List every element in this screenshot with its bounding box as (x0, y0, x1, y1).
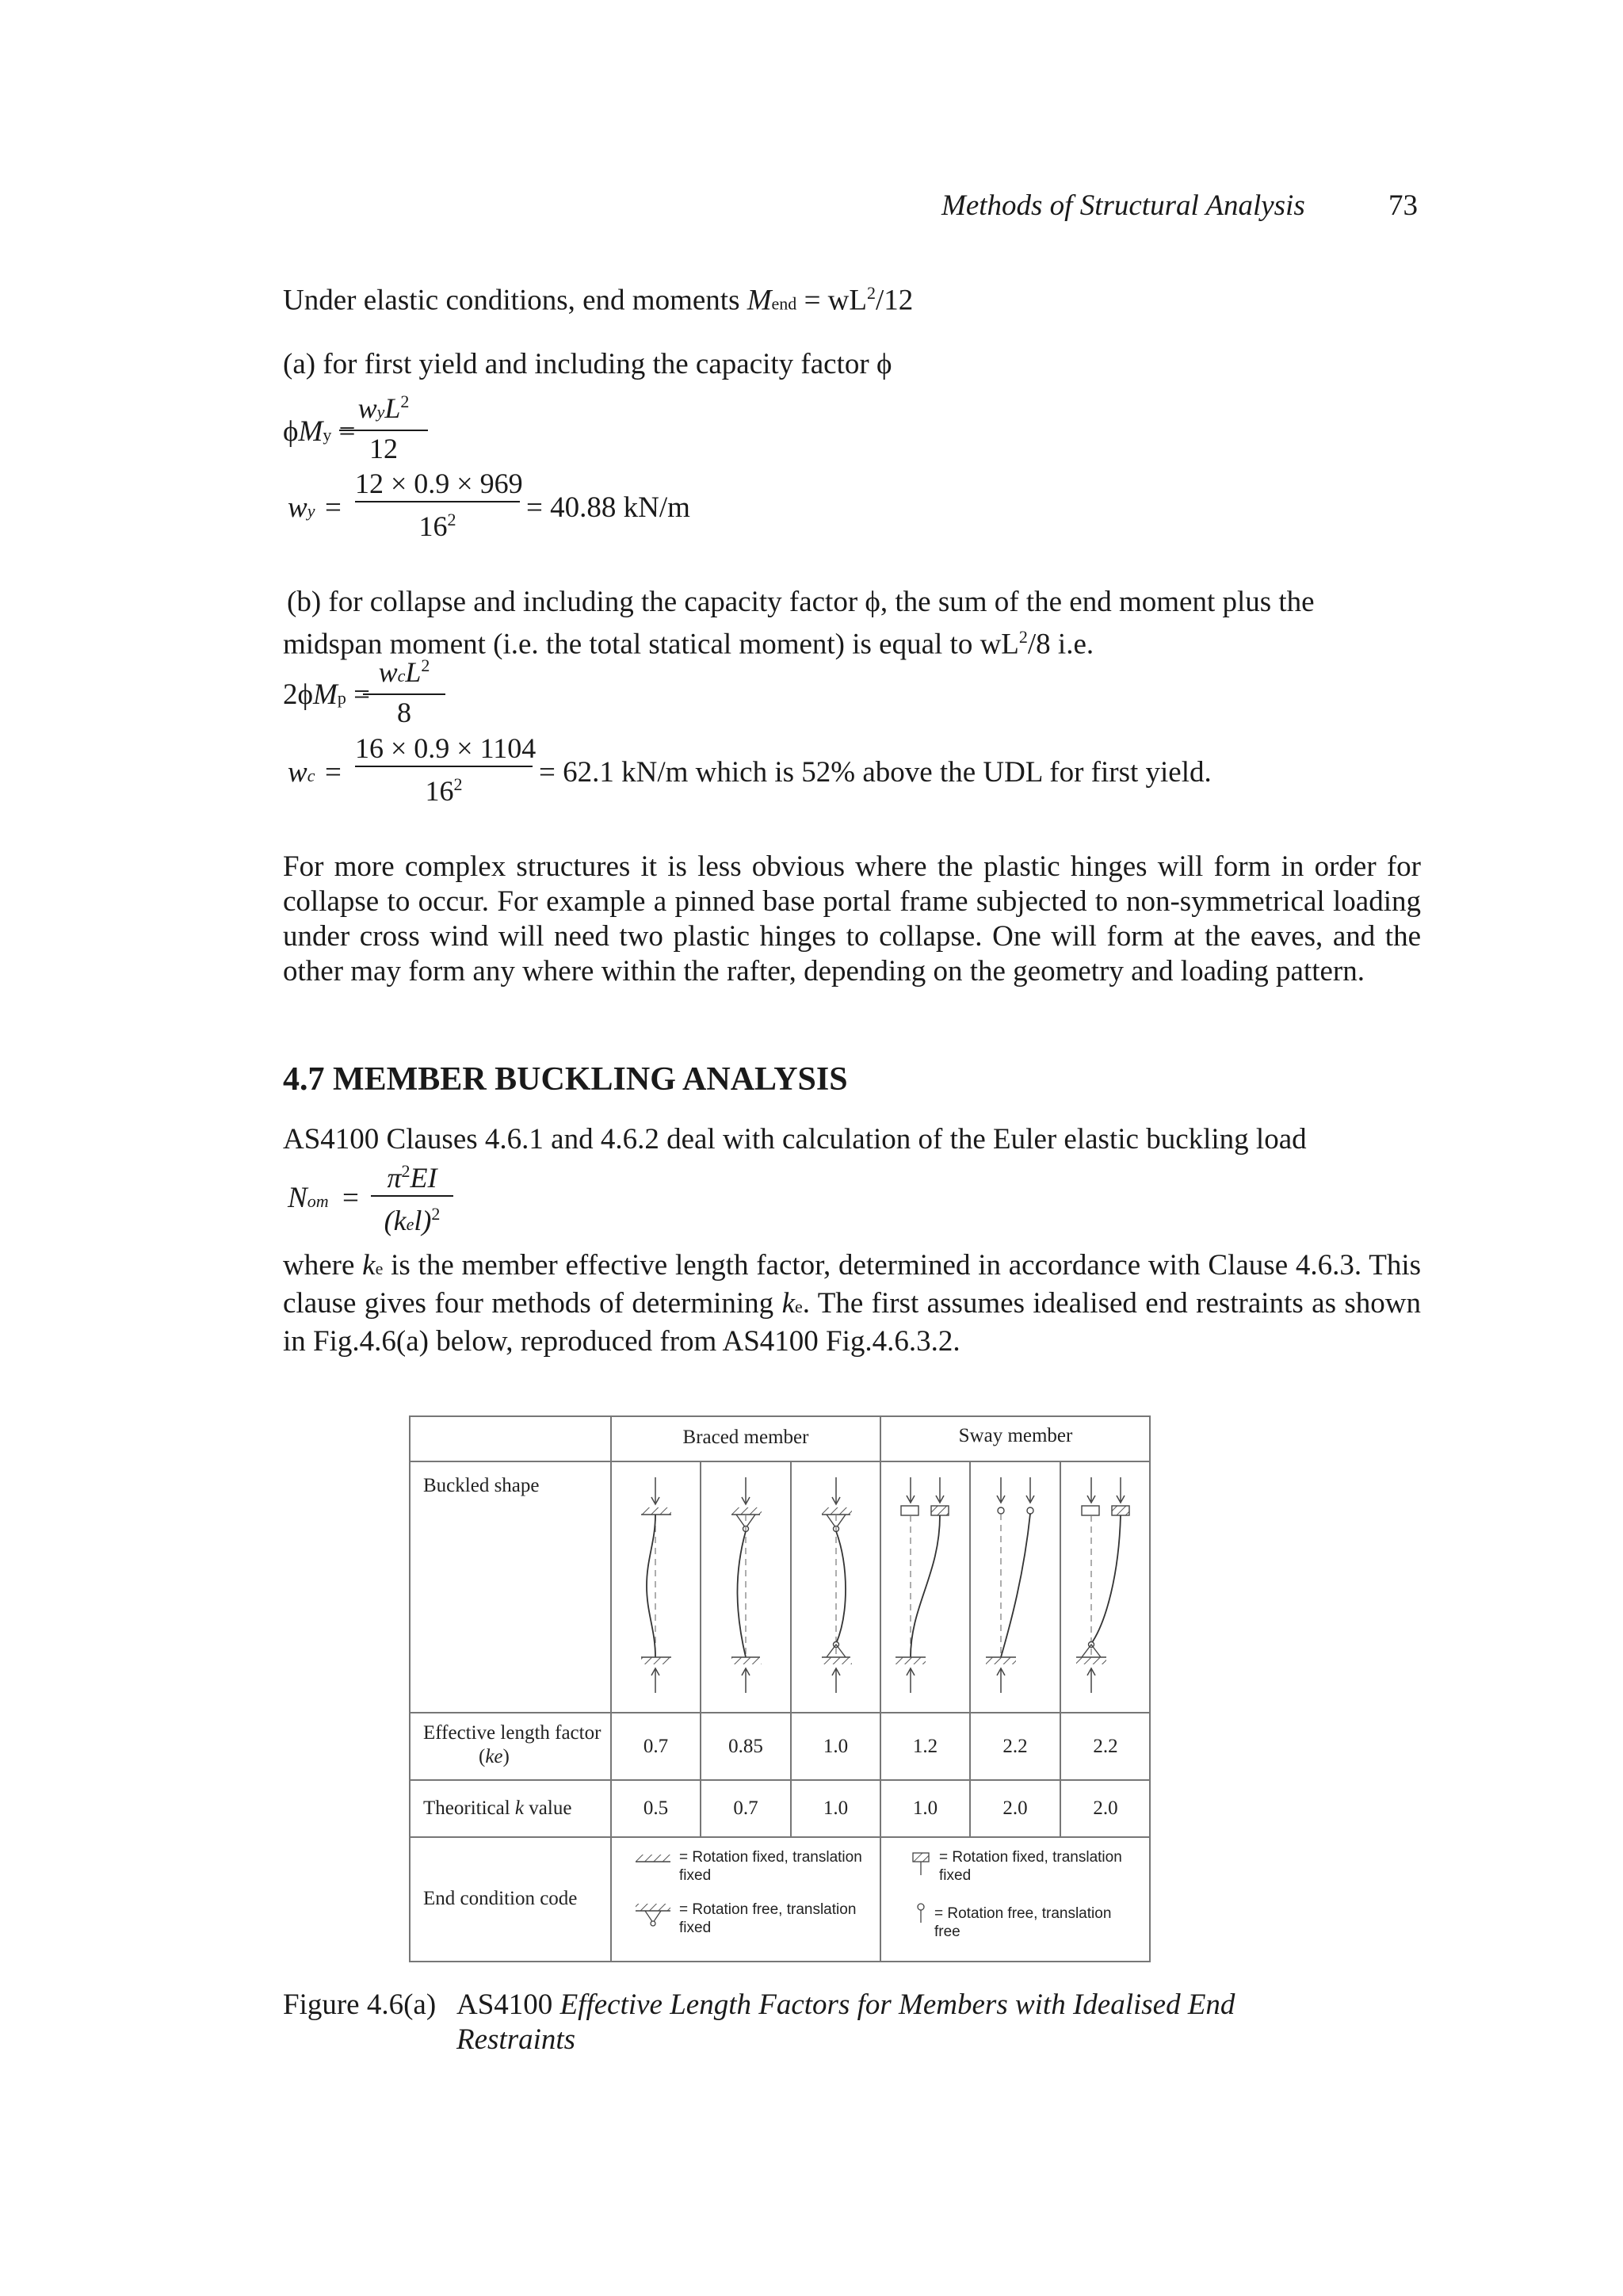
buckled-shape-fixed-fixed (641, 1477, 671, 1693)
legend-symbol-rotation-free-translation-fixed (636, 1904, 670, 1926)
complex-structures-paragraph: For more complex structures it is less obvious where the plastic hinges will form in order for collapse to occur. For example a pinned base portal frame subjected to non-symmetrical loading under cross wind will need two plastic hinges to collapse. One will form at the eaves, and the other may form any where within the rafter, depending on the geometry and loading pattern. (283, 850, 1421, 988)
sway-member-header: Sway member (958, 1425, 1073, 1446)
running-title: Methods of Structural Analysis (941, 189, 1305, 222)
phi-my-lhs: ϕMy = (283, 415, 356, 448)
section-heading: 4.7 MEMBER BUCKLING ANALYSIS (283, 1061, 848, 1098)
wc-equals: = (325, 756, 342, 789)
effective-length-figure (409, 1415, 1151, 1962)
wy-equals: = (325, 491, 342, 524)
theoretical-value-1: 0.5 (643, 1797, 669, 1819)
elastic-conditions-line: Under elastic conditions, end moments Mend = $wL^2/12$ (283, 283, 914, 317)
euler-load-fraction: $\pi^2EI$ (kel)$^2$ (371, 1156, 453, 1240)
page-number: 73 (1388, 189, 1418, 222)
two-phi-mp-lhs: 2ϕMp = (283, 678, 370, 711)
braced-member-header: Braced member (682, 1427, 809, 1448)
wy-result: = 40.88 kN/m (526, 491, 690, 524)
legend-text-rotation-fixed-translation-fixed: = Rotation fixed, translation fixed (679, 1849, 862, 1884)
effective-value-4: 1.2 (912, 1736, 938, 1757)
legend-symbol-sway-rotation-fixed-translation-fixed (913, 1853, 929, 1875)
effective-value-1: 0.7 (643, 1736, 669, 1757)
effective-length-paragraph: where ke is the member effective length factor, determined in accordance with Clause 4.6.3. This clause gives four methods of determining ke. The first assumes idealised end restraints as shown in Fig.4.6(a) below, reproduced from AS4100 Fig.4.6.3.2. (283, 1249, 1421, 1358)
nom-equals: = (342, 1182, 359, 1214)
wc-l2-over-8-fraction: wcL$^2$ 8 (363, 650, 445, 728)
buckled-shape-sway-pinned-top (986, 1477, 1034, 1693)
wc-lhs: wc (288, 756, 315, 789)
effective-value-2: 0.85 (728, 1736, 763, 1757)
legend-symbol-rotation-fixed-translation-fixed (636, 1855, 670, 1862)
buckled-shape-pinned-pinned (822, 1477, 852, 1693)
figure-caption-label: Figure 4.6(a) (283, 1988, 437, 2021)
section-intro: AS4100 Clauses 4.6.1 and 4.6.2 deal with calculation of the Euler elastic buckling load (283, 1123, 1307, 1156)
theoretical-value-6: 2.0 (1093, 1797, 1118, 1819)
effective-value-6: 2.2 (1093, 1736, 1118, 1757)
effective-length-factor-label: Effective length factor (ke) (423, 1722, 601, 1767)
wy-lhs: wy (288, 491, 315, 524)
effective-value-3: 1.0 (823, 1736, 849, 1757)
legend-text-rotation-free-translation-free: = Rotation free, translation free (934, 1905, 1112, 1940)
buckled-shape-sway-pinned-base (1076, 1477, 1129, 1693)
figure-caption-title: AS4100 Effective Length Factors for Members with Idealised End Restraints (456, 1988, 1235, 2056)
wy-value-fraction: 12 × 0.9 × 969 $16^2$ (355, 468, 523, 542)
first-yield-intro: (a) for first yield and including the capacity factor ϕ (283, 348, 892, 380)
theoretical-value-3: 1.0 (823, 1797, 849, 1819)
theoretical-value-5: 2.0 (1002, 1797, 1028, 1819)
theoretical-value-4: 1.0 (912, 1797, 938, 1819)
buckled-shape-label: Buckled shape (423, 1475, 540, 1496)
legend-symbol-rotation-free-translation-free (918, 1904, 924, 1923)
collapse-intro-line2: midspan moment (i.e. the total statical moment) is equal to $wL^2/8$ i.e. (283, 627, 1094, 661)
wy-l2-over-12-fraction: wyL$^2$ 12 (339, 386, 428, 464)
wc-value-fraction: 16 × 0.9 × 1104 $16^2$ (355, 732, 537, 807)
effective-value-5: 2.2 (1002, 1736, 1028, 1757)
nom-lhs: Nom (288, 1182, 329, 1214)
theoretical-k-label: Theoritical k value (423, 1797, 572, 1819)
buckled-shape-fixed-pinned (731, 1477, 762, 1693)
end-condition-code-label: End condition code (423, 1888, 578, 1909)
theoretical-value-2: 0.7 (733, 1797, 758, 1819)
legend-text-rotation-free-translation-fixed: = Rotation free, translation fixed (679, 1901, 857, 1936)
buckled-shape-sway-fixed (896, 1477, 949, 1693)
legend-text-sway-rotation-fixed-translation-fixed: = Rotation fixed, translation fixed (939, 1849, 1122, 1884)
wc-result: = 62.1 kN/m which is 52% above the UDL for first yield. (539, 756, 1212, 789)
collapse-intro-line1: (b) for collapse and including the capacity factor ϕ, the sum of the end moment plus the (287, 586, 1315, 618)
